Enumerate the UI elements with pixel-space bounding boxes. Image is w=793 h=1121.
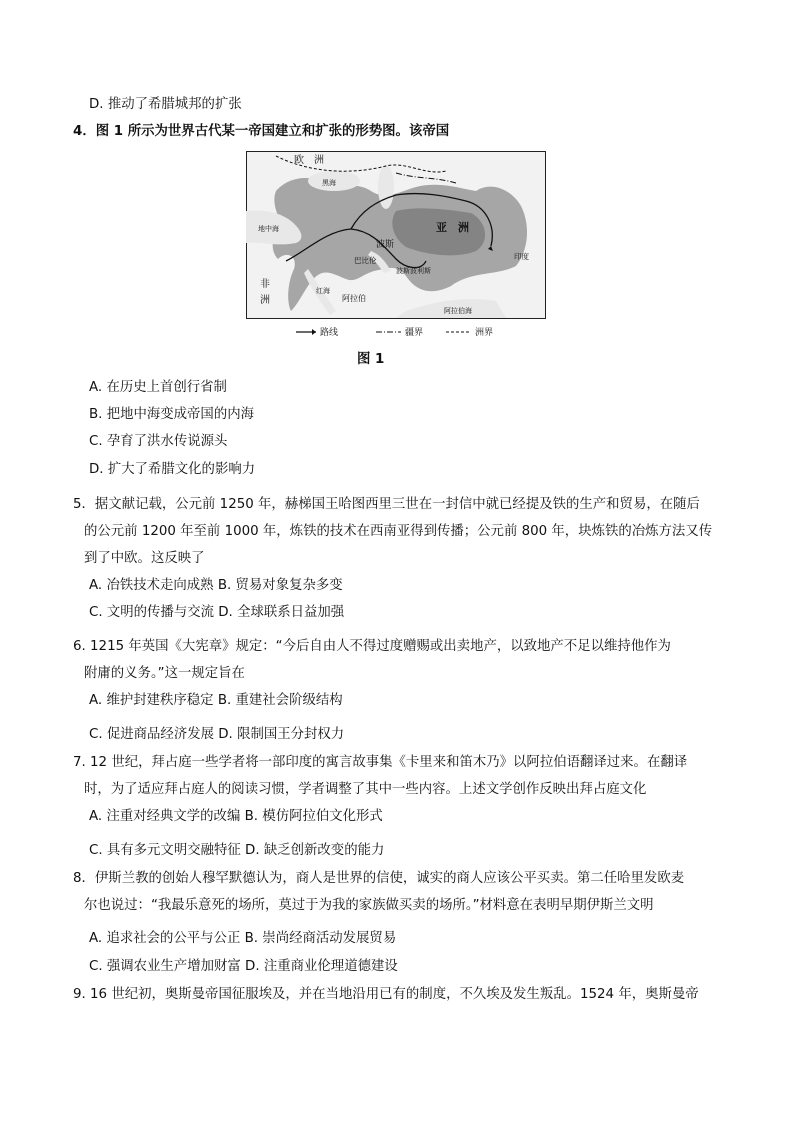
q4-option-a: A. 在历史上首创行省制	[89, 380, 227, 395]
question-5-line-2: 的公元前 1200 年至前 1000 年，炼铁的技术在西南亚得到传播；公元前 800 年，块炼铁的冶炼方法又传	[84, 524, 713, 539]
legend-border-label: 疆界	[405, 328, 424, 338]
label-asia: 亚 洲	[436, 221, 469, 234]
question-4-stem: 4．图 1 所示为世界古代某一帝国建立和扩张的形势图。该帝国	[73, 124, 450, 139]
q4-option-c: C. 孕育了洪水传说源头	[89, 434, 228, 449]
label-africa-1: 非	[260, 279, 270, 290]
figure-caption: 图 1	[357, 352, 385, 367]
legend-route-arrow	[312, 329, 316, 335]
label-black-sea: 黑海	[322, 179, 336, 187]
label-babylon: 巴比伦	[354, 256, 377, 265]
q8-options-ab: A. 追求社会的公平与公正 B. 崇尚经商活动发展贸易	[89, 931, 397, 946]
label-red-sea: 红海	[316, 287, 330, 295]
question-5-line-1: 5．据文献记载，公元前 1250 年，赫梯国王哈图西里三世在一封信中就已经提及铁的生产和贸易，在随后	[73, 497, 700, 512]
question-7-line-2: 时，为了适应拜占庭人的阅读习惯，学者调整了其中一些内容。上述文学创作反映出拜占庭文化	[84, 782, 647, 797]
q4-option-b: B. 把地中海变成帝国的内海	[89, 407, 254, 422]
label-arabian-sea: 阿拉伯海	[444, 307, 472, 315]
q4-option-d: D. 扩大了希腊文化的影响力	[89, 462, 256, 477]
label-persepolis: 波斯波利斯	[396, 267, 431, 275]
question-9-line-1: 9. 16 世纪初，奥斯曼帝国征服埃及，并在当地沿用已有的制度，不久埃及发生叛乱。1524 年，奥斯曼帝	[73, 987, 699, 1002]
question-7-line-1: 7. 12 世纪，拜占庭一些学者将一部印度的寓言故事集《卡里来和笛木乃》以阿拉伯语翻译过来。在翻译	[73, 755, 688, 770]
q7-options-cd: C. 具有多元文明交融特征 D. 缺乏创新改变的能力	[89, 843, 385, 858]
label-arabia: 阿拉伯	[342, 294, 366, 303]
q7-options-ab: A. 注重对经典文学的改编 B. 模仿阿拉伯文化形式	[89, 809, 383, 824]
empire-expansion-map	[246, 151, 546, 343]
question-6-line-1: 6. 1215 年英国《大宪章》规定：“今后自由人不得过度赠赐或出卖地产，以致地产不足以维持他作为	[73, 639, 671, 654]
legend-route-label: 路线	[320, 328, 339, 338]
legend-continent-label: 洲界	[475, 328, 494, 338]
label-persia: 波斯	[376, 240, 395, 250]
label-europe: 欧 洲	[294, 155, 324, 166]
q6-options-cd: C. 促进商品经济发展 D. 限制国王分封权力	[89, 727, 345, 742]
label-india: 印度	[514, 252, 529, 261]
label-africa-2: 洲	[260, 295, 270, 306]
question-8-line-1: 8．伊斯兰教的创始人穆罕默德认为，商人是世界的信使，诚实的商人应该公平买卖。第二任哈里发欧麦	[73, 871, 685, 886]
q5-options-ab: A. 冶铁技术走向成熟 B. 贸易对象复杂多变	[89, 578, 343, 593]
map-legend	[296, 326, 493, 338]
map-svg	[246, 151, 546, 343]
question-5-line-3: 到了中欧。这反映了	[84, 551, 205, 566]
q8-options-cd: C. 强调农业生产增加财富 D. 注重商业伦理道德建设	[89, 959, 398, 974]
q5-options-cd: C. 文明的传播与交流 D. 全球联系日益加强	[89, 605, 345, 620]
question-6-line-2: 附庸的义务。”这一规定旨在	[84, 666, 245, 681]
question-8-line-2: 尔也说过：“我最乐意死的场所，莫过于为我的家族做买卖的场所。”材料意在表明早期伊斯兰文明	[84, 898, 654, 913]
q6-options-ab: A. 维护封建秩序稳定 B. 重建社会阶级结构	[89, 693, 343, 708]
caspian-sea-shape	[378, 165, 394, 209]
label-mediterranean: 地中海	[258, 225, 279, 233]
q3-option-d: D. 推动了希腊城邦的扩张	[89, 97, 242, 112]
